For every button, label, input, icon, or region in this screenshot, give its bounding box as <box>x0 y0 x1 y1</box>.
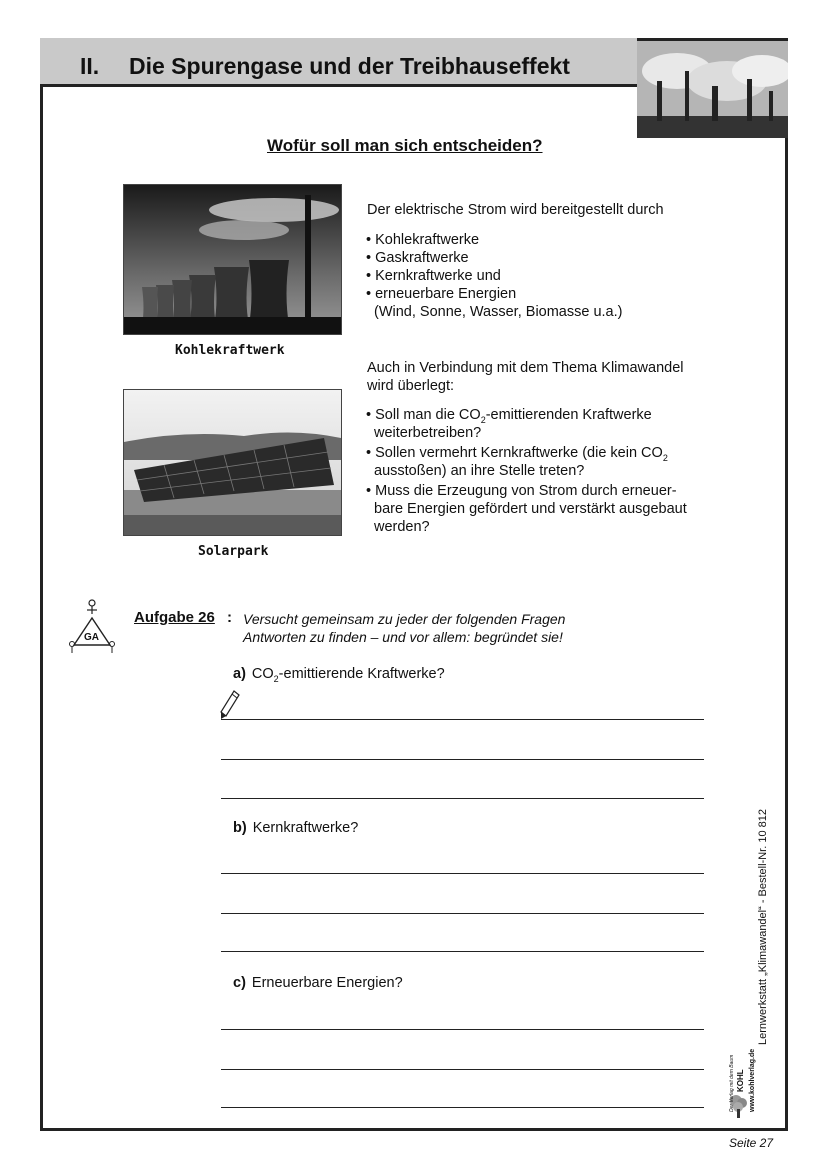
energy-source-item: • erneuerbare Energien <box>366 285 516 303</box>
task-line-1: Versucht gemeinsam zu jeder der folgenden Fragen <box>243 611 566 627</box>
climate-question-3: • Muss die Erzeugung von Strom durch erneuer- <box>366 483 677 499</box>
solar-park-caption: Solarpark <box>198 544 269 559</box>
question-c-text: Erneuerbare Energien? <box>251 975 403 991</box>
publisher-slogan: Der Verlag mit dem Baum <box>729 1054 735 1112</box>
q1-text-a: Soll man die CO <box>375 407 481 423</box>
answer-line-c2[interactable] <box>221 1069 704 1070</box>
q2-text-b: ausstoßen) an ihre Stelle treten? <box>374 463 585 479</box>
question-c-letter: c) <box>233 975 246 991</box>
question-b-letter: b) <box>233 820 247 836</box>
question-a <box>233 666 445 684</box>
question-c <box>233 975 403 991</box>
intro-lead: Der elektrische Strom wird bereitgestellt durch <box>367 202 664 218</box>
climate-lead-line1: Auch in Verbindung mit dem Thema Klimawandel <box>367 360 684 376</box>
group-work-icon <box>66 598 118 656</box>
climate-question-1: • Soll man die $CO_2$-emittierenden Kraftwerke <box>366 407 652 425</box>
header-factory-photo <box>637 41 788 138</box>
section-question: Wofür soll man sich entscheiden? <box>267 136 543 155</box>
coal-plant-caption: Kohlekraftwerk <box>175 343 285 358</box>
energy-source-item: • Kernkraftwerke und <box>366 267 516 285</box>
coal-plant-photo <box>123 184 342 335</box>
question-b-text: Kernkraftwerke? <box>252 820 359 836</box>
q2-subscript: 2 <box>662 452 668 463</box>
answer-line-b3[interactable] <box>221 951 704 952</box>
question-a-letter: a) <box>233 666 246 682</box>
chapter-number: II. <box>80 53 100 79</box>
q3-text-c: werden? <box>374 519 430 535</box>
question-a-text-1: CO <box>251 666 274 682</box>
question-a-text-2: -emittierende Kraftwerke? <box>278 666 445 682</box>
task-line-2: Antworten zu finden – und vor allem: begründet sie! <box>243 629 563 645</box>
q3-text-b: bare Energien gefördert und verstärkt ausgebaut <box>374 501 687 517</box>
task-instruction <box>243 610 565 646</box>
answer-line-a2[interactable] <box>221 759 704 760</box>
solar-park-photo <box>123 389 342 536</box>
page-number: Seite 27 <box>729 1136 774 1150</box>
renewables-note: (Wind, Sonne, Wasser, Biomasse u.a.) <box>374 304 623 320</box>
climate-lead-line2: wird überlegt: <box>367 378 455 394</box>
question-b <box>233 820 358 836</box>
task-colon: : <box>227 609 232 626</box>
publisher-name: KOHL <box>736 1069 745 1092</box>
task-label: Aufgabe 26 <box>134 609 215 626</box>
answer-line-a1[interactable] <box>221 719 704 720</box>
energy-source-item: • Kohlekraftwerke <box>366 231 516 249</box>
q3-text-a: Muss die Erzeugung von Strom durch erneuer- <box>375 483 677 499</box>
question-a-subscript: 2 <box>273 673 279 684</box>
answer-line-b2[interactable] <box>221 913 704 914</box>
side-order-info: Lernwerkstatt „Klimawandel“ - Bestell-Nr. 10 812 <box>757 809 769 1045</box>
q1-text-b: -emittierenden Kraftwerke <box>485 407 652 423</box>
page-title: Die Spurengase und der Treibhauseffekt <box>129 53 570 79</box>
q1-subscript: 2 <box>480 414 486 425</box>
q2-text-a: Sollen vermehrt Kernkraftwerke (die kein CO <box>375 445 663 461</box>
answer-line-c1[interactable] <box>221 1029 704 1030</box>
energy-source-item: • Gaskraftwerke <box>366 249 516 267</box>
answer-line-a3[interactable] <box>221 798 704 799</box>
answer-line-c3[interactable] <box>221 1107 704 1108</box>
group-work-badge: GA <box>84 632 99 643</box>
answer-line-b1[interactable] <box>221 873 704 874</box>
energy-source-list <box>366 231 516 303</box>
climate-question-2: • Sollen vermehrt Kernkraftwerke (die kein $CO_2$ <box>366 445 668 463</box>
q1-text-c: weiterbetreiben? <box>374 425 482 441</box>
publisher-url: www.kohlverlag.de <box>749 1048 756 1112</box>
